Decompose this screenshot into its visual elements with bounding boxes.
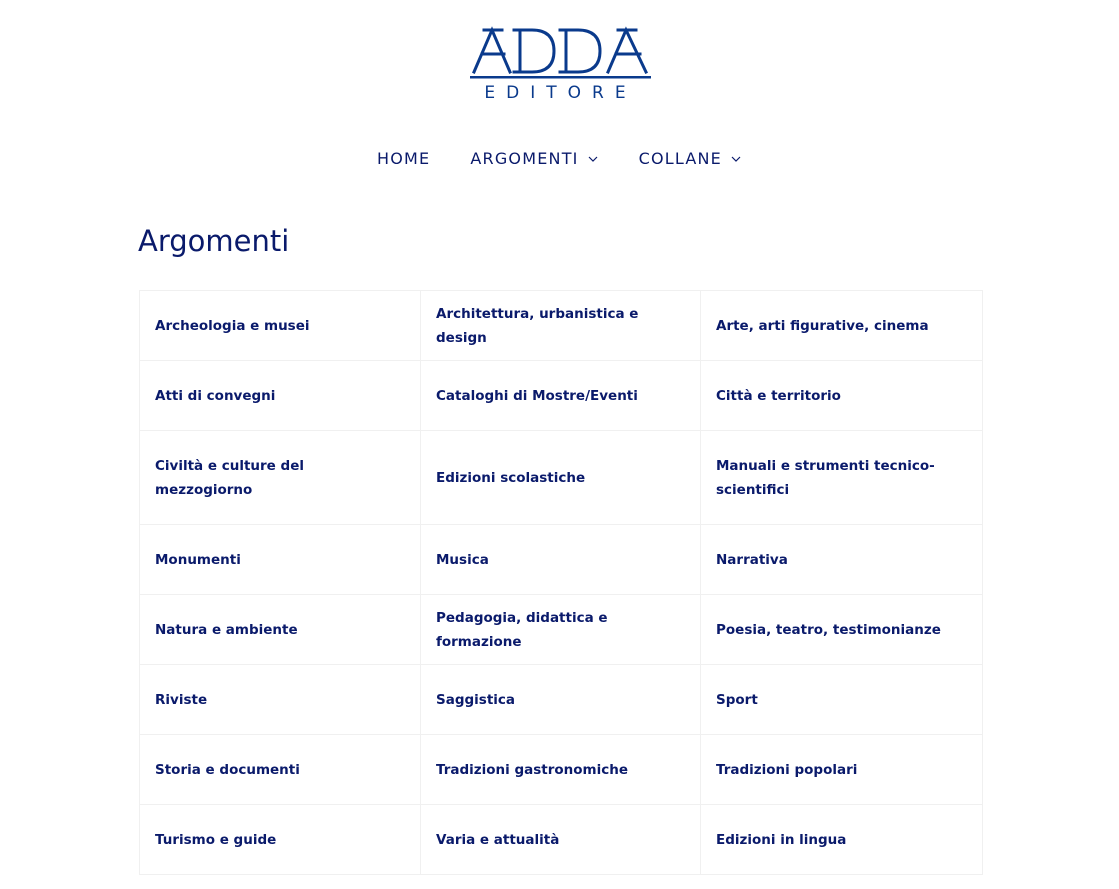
- adda-editore-logo[interactable]: [470, 26, 651, 100]
- category-link[interactable]: Edizioni scolastiche: [421, 431, 701, 525]
- category-link[interactable]: Pedagogia, didattica e formazione: [421, 595, 701, 665]
- category-link[interactable]: Tradizioni gastronomiche: [421, 735, 701, 805]
- nav-item-label: HOME: [377, 149, 431, 168]
- category-link[interactable]: Manuali e strumenti tecnico-scientifici: [701, 431, 983, 525]
- category-link[interactable]: Saggistica: [421, 665, 701, 735]
- category-link[interactable]: Riviste: [140, 665, 421, 735]
- nav-item-collane[interactable]: [619, 148, 762, 170]
- nav-item-home[interactable]: [357, 148, 450, 170]
- category-link[interactable]: Musica: [421, 525, 701, 595]
- chevron-down-icon: [587, 153, 599, 165]
- category-link[interactable]: Natura e ambiente: [140, 595, 421, 665]
- category-link[interactable]: Edizioni in lingua: [701, 805, 983, 875]
- nav-item-label: ARGOMENTI: [470, 149, 579, 168]
- category-link[interactable]: Civiltà e culture del mezzogiorno: [140, 431, 421, 525]
- category-link[interactable]: Poesia, teatro, testimonianze: [701, 595, 983, 665]
- category-link[interactable]: Architettura, urbanistica e design: [421, 291, 701, 361]
- category-grid: [139, 290, 983, 875]
- category-link[interactable]: Storia e documenti: [140, 735, 421, 805]
- category-link[interactable]: Atti di convegni: [140, 361, 421, 431]
- category-link[interactable]: Varia e attualità: [421, 805, 701, 875]
- svg-text:EDITORE: EDITORE: [484, 83, 637, 100]
- category-link[interactable]: Arte, arti figurative, cinema: [701, 291, 983, 361]
- category-link[interactable]: Città e territorio: [701, 361, 983, 431]
- category-link[interactable]: Archeologia e musei: [140, 291, 421, 361]
- nav-item-argomenti[interactable]: [450, 148, 618, 170]
- category-link[interactable]: Sport: [701, 665, 983, 735]
- chevron-down-icon: [730, 153, 742, 165]
- category-link[interactable]: Monumenti: [140, 525, 421, 595]
- main-nav: [0, 148, 1119, 170]
- category-link[interactable]: Narrativa: [701, 525, 983, 595]
- nav-item-label: COLLANE: [638, 149, 722, 168]
- category-link[interactable]: Tradizioni popolari: [701, 735, 983, 805]
- category-link[interactable]: Turismo e guide: [140, 805, 421, 875]
- category-link[interactable]: Cataloghi di Mostre/Eventi: [421, 361, 701, 431]
- page-title: Argomenti: [138, 224, 290, 258]
